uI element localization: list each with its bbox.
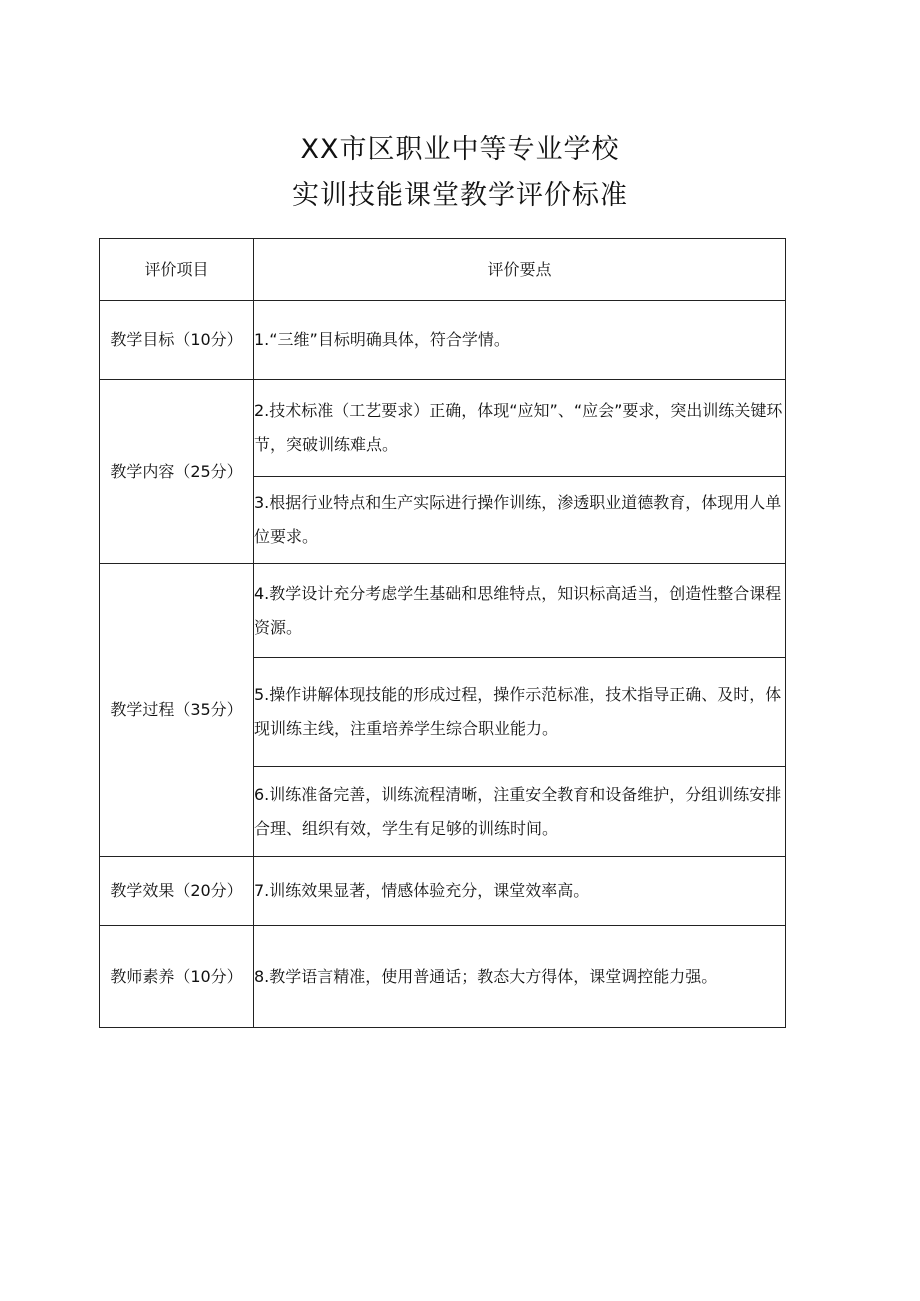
criterion-1: 1.“三维”目标明确具体，符合学情。 — [254, 301, 786, 380]
evaluation-table — [99, 238, 786, 1028]
category-teaching-process: 教学过程（35分） — [100, 564, 254, 857]
table-row — [100, 857, 786, 926]
category-teaching-effect: 教学效果（20分） — [100, 857, 254, 926]
document-title: XX市区职业中等专业学校 — [300, 134, 620, 165]
header-evaluation-points: 评价要点 — [254, 239, 786, 301]
document-subtitle: 实训技能课堂教学评价标准 — [292, 180, 628, 211]
criterion-5: 5.操作讲解体现技能的形成过程，操作示范标准，技术指导正确、及时，体现训练主线，注重培养学生综合职业能力。 — [254, 658, 786, 767]
header-evaluation-item: 评价项目 — [100, 239, 254, 301]
table-row — [100, 380, 786, 477]
criterion-4: 4.教学设计充分考虑学生基础和思维特点，知识标高适当，创造性整合课程资源。 — [254, 564, 786, 658]
category-teacher-quality: 教师素养（10分） — [100, 926, 254, 1028]
criterion-7: 7.训练效果显著，情感体验充分，课堂效率高。 — [254, 857, 786, 926]
category-teaching-objectives: 教学目标（10分） — [100, 301, 254, 380]
criterion-2: 2.技术标准（工艺要求）正确，体现“应知”、“应会”要求，突出训练关键环节，突破训练难点。 — [254, 380, 786, 477]
table-row — [100, 564, 786, 658]
table-row — [100, 301, 786, 380]
table-row — [100, 926, 786, 1028]
category-teaching-content: 教学内容（25分） — [100, 380, 254, 564]
table-header-row — [100, 239, 786, 301]
criterion-8: 8.教学语言精准，使用普通话；教态大方得体，课堂调控能力强。 — [254, 926, 786, 1028]
criterion-3: 3.根据行业特点和生产实际进行操作训练，渗透职业道德教育，体现用人单位要求。 — [254, 477, 786, 564]
criterion-6: 6.训练准备完善，训练流程清晰，注重安全教育和设备维护，分组训练安排合理、组织有效，学生有足够的训练时间。 — [254, 767, 786, 857]
